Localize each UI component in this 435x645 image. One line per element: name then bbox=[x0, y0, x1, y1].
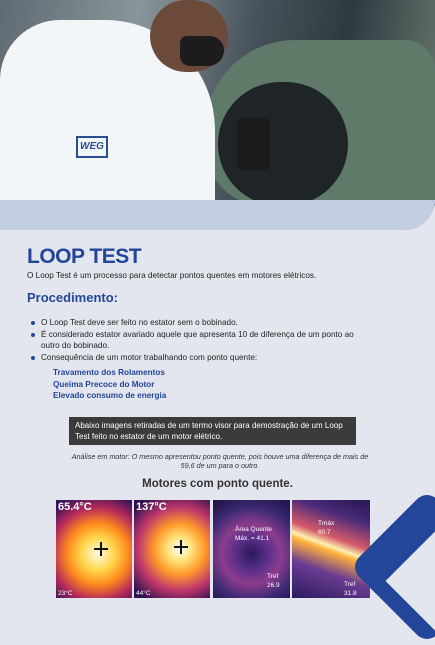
page-title: LOOP TEST bbox=[27, 245, 142, 268]
thermal-min-reading: 44°C bbox=[136, 590, 151, 597]
thermal-min-reading: 23°C bbox=[58, 590, 73, 597]
consequence-list bbox=[53, 367, 166, 402]
note-box: Abaixo imagens retiradas de um termo visor para demostração de um Loop Test feito no estator de um motor elétrico. bbox=[69, 417, 356, 445]
face-mask bbox=[180, 36, 224, 66]
consequence-item: Queima Precoce do Motor bbox=[53, 379, 155, 389]
crosshair-icon bbox=[94, 542, 108, 556]
thermal-image-2 bbox=[134, 500, 210, 598]
thermal-max-reading: 65.4°C bbox=[58, 501, 92, 513]
ref-label: Tref bbox=[344, 581, 356, 588]
hot-area-max: Máx. = 41.1 bbox=[235, 535, 270, 542]
thermal-image-4 bbox=[292, 500, 370, 598]
list-item: É considerado estator avariado aquele que apresenta 10 de diferença de um ponto ao outro do bobinado. bbox=[29, 329, 374, 351]
hot-area-label: Área Quente bbox=[235, 526, 272, 533]
header-banner bbox=[0, 200, 435, 230]
ref-label: Tref bbox=[267, 573, 279, 580]
consequence-item: Travamento dos Rolamentos bbox=[53, 368, 165, 377]
consequence-item: Elevado consumo de energia bbox=[53, 391, 167, 400]
gallery-title: Motores com ponto quente. bbox=[142, 478, 293, 490]
thermal-camera bbox=[238, 118, 270, 170]
thermal-image-3 bbox=[213, 500, 290, 598]
header-photo bbox=[0, 0, 435, 206]
list-item: Consequência de um motor trabalhando com ponto quente: bbox=[29, 352, 374, 363]
intro-text: O Loop Test é um processo para detectar pontos quentes em motores elétricos. bbox=[27, 271, 317, 280]
tmax-label: Tmáx bbox=[318, 520, 335, 527]
thermal-image-1 bbox=[56, 500, 132, 598]
procedure-list bbox=[29, 317, 374, 364]
procedure-heading: Procedimento: bbox=[27, 290, 119, 305]
crosshair-icon bbox=[174, 540, 188, 554]
thermal-max-reading: 137°C bbox=[136, 501, 167, 513]
list-item: O Loop Test deve ser feito no estator sem o bobinado. bbox=[29, 317, 374, 328]
weg-logo: WEG bbox=[76, 136, 108, 158]
analysis-text: Análise em motor: O mesmo apresentou ponto quente, pois houve uma diferença de mais de 59,6 de um para o outro. bbox=[71, 452, 369, 470]
ref-value: 26.9 bbox=[267, 582, 280, 589]
tmax-value: 60.7 bbox=[318, 529, 331, 536]
ref-value: 31.8 bbox=[344, 590, 357, 597]
